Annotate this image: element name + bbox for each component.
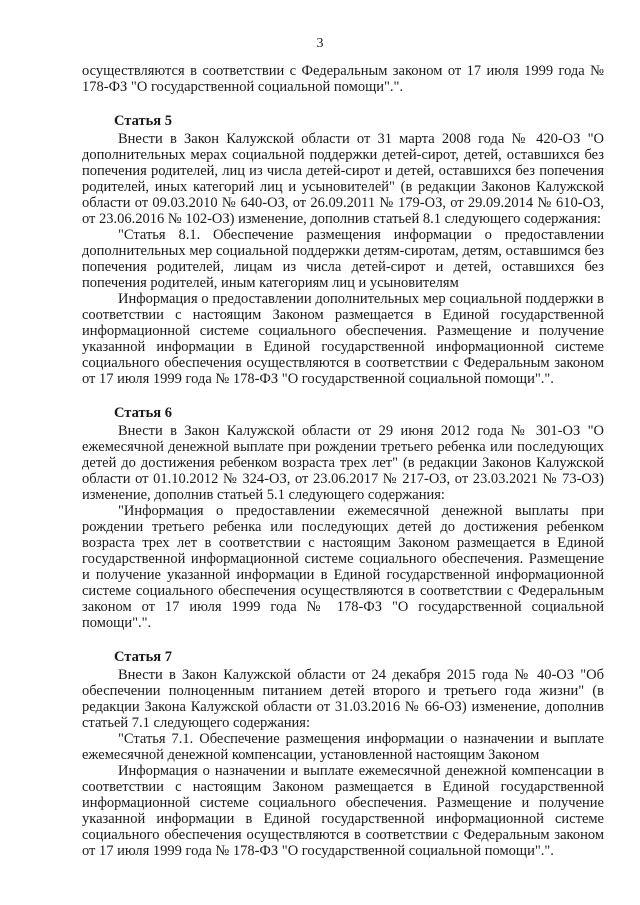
- article-6-paragraph-2: "Информация о предоставлении ежемесячной денежной выплаты при рождении третьего ребенка или последующих детей до достижения ребенком возраста трех лет в соответствии с настоящим Законом размещается в Единой государственной информационной системе социального обеспечения. Размещение и получение указанной информации в Единой государственной информационной системе социального обеспечения осуществляются в соответствии с Федеральным законом от 17 июля 1999 года № 178-ФЗ "О государственной социальной помощи".".: [82, 503, 604, 631]
- intro-paragraph: осуществляются в соответствии с Федеральным законом от 17 июля 1999 года № 178-ФЗ "О государственной социальной помощи".".: [82, 63, 604, 95]
- article-7-paragraph-1: Внести в Закон Калужской области от 24 декабря 2015 года № 40-ОЗ "Об обеспечении полноценным питанием детей второго и третьего года жизни" (в редакции Закона Калужской области от 31.03.2016 № 66-ОЗ) изменение, дополнив статьей 7.1 следующего содержания:: [82, 667, 604, 731]
- article-6: [82, 405, 604, 631]
- article-7-title: Статья 7: [114, 649, 172, 665]
- article-6-title: Статья 6: [114, 405, 172, 421]
- article-5-title: Статья 5: [114, 113, 172, 129]
- article-5-paragraph-2: "Статья 8.1. Обеспечение размещения информации о предоставлении дополнительных мер социальной поддержки детям-сиротам, детям, оставшимся без попечения родителей, лицам из числа детей-сирот и детей, оставшихся без попечения родителей, иным категориям лиц и усыновителям: [82, 227, 604, 291]
- article-7-paragraph-2: "Статья 7.1. Обеспечение размещения информации о назначении и выплате ежемесячной денежной компенсации, установленной настоящим Законом: [82, 731, 604, 763]
- page-number: 3: [316, 36, 324, 51]
- article-5-paragraph-3: Информация о предоставлении дополнительных мер социальной поддержки в соответствии с настоящим Законом размещается в Единой государственной информационной системе социального обеспечения. Размещение и получение указанной информации в Единой государственной информационной системе социального обеспечения осуществляются в соответствии с Федеральным законом от 17 июля 1999 года № 178-ФЗ "О государственной социальной помощи".".: [82, 291, 604, 387]
- article-7-paragraph-3: Информация о назначении и выплате ежемесячной денежной компенсации в соответствии с настоящим Законом размещается в Единой государственной информационной системе социального обеспечения. Размещение и получение указанной информации в Единой государственной информационной системе социального обеспечения осуществляются в соответствии с Федеральным законом от 17 июля 1999 года № 178-ФЗ "О государственной социальной помощи".".: [82, 763, 604, 859]
- article-5: [82, 113, 604, 387]
- document-body: [82, 63, 604, 859]
- article-6-paragraph-1: Внести в Закон Калужской области от 29 июня 2012 года № 301-ОЗ "О ежемесячной денежной выплате при рождении третьего ребенка или последующих детей до достижения ребенком возраста трех лет" (в редакции Законов Калужской области от 01.10.2012 № 324-ОЗ, от 23.06.2017 № 217-ОЗ, от 23.03.2021 № 73-ОЗ) изменение, дополнив статьей 5.1 следующего содержания:: [82, 423, 604, 503]
- article-5-paragraph-1: Внести в Закон Калужской области от 31 марта 2008 года № 420-ОЗ "О дополнительных мерах социальной поддержки детей-сирот, детей, оставшихся без попечения родителей, лиц из числа детей-сирот и детей, оставшихся без попечения родителей, иных категорий лиц и усыновителей" (в редакции Законов Калужской области от 09.03.2010 № 640-ОЗ, от 26.09.2011 № 179-ОЗ, от 29.09.2014 № 610-ОЗ, от 23.06.2016 № 102-ОЗ) изменение, дополнив статьей 8.1 следующего содержания:: [82, 131, 604, 227]
- article-7: [82, 649, 604, 859]
